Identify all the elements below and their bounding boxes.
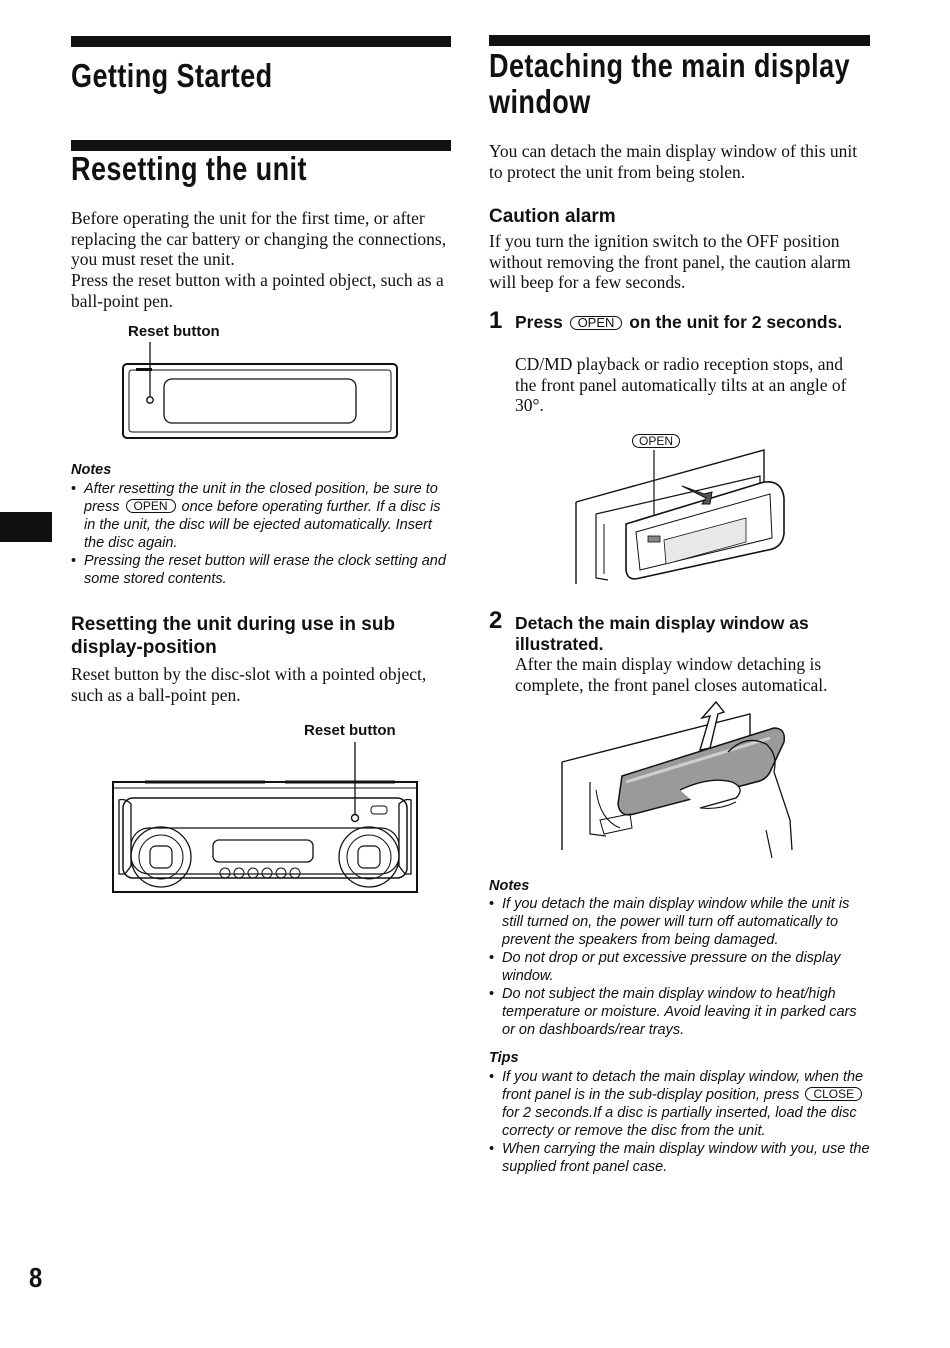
note-1-after: once before operating further. If a disc is in the unit, the disc will be ejected automatically. Insert the disc again.	[84, 499, 441, 551]
step-2-body: After the main display window detaching is complete, the front panel closes automatical.	[515, 654, 828, 695]
section-title: Getting Started	[71, 57, 273, 94]
page-number: 8	[29, 1262, 43, 1293]
section-rule-top	[71, 36, 451, 47]
reset-intro	[71, 208, 453, 312]
notes-list-right	[489, 895, 871, 1039]
sub-display-text: Reset button by the disc-slot with a pointed object, such as a ball-point pen.	[71, 664, 427, 705]
tips-list	[489, 1068, 871, 1176]
reset-button-label-2: Reset button	[304, 722, 396, 739]
notes-list-left	[71, 480, 453, 588]
note-item: • Do not subject the main display window to heat/high temperature or moisture. Avoid leaving it in parked cars or on dashboards/rear trays.	[489, 985, 871, 1039]
detach-window-figure	[560, 710, 810, 860]
panel-tilt-figure	[574, 446, 814, 586]
page-title-detach: Detaching the main display window	[489, 47, 851, 120]
unit-sub-display-figure	[105, 742, 425, 902]
caution-text: If you turn the ignition switch to the OFF position without removing the front panel, the caution alarm will beep for a few seconds.	[489, 231, 851, 293]
note-1-before: After resetting the unit in the closed position, be sure to press	[84, 481, 438, 515]
unit-front-figure	[120, 342, 410, 442]
note-item	[71, 480, 453, 552]
chapter-tab	[0, 512, 52, 542]
step-1-pre: Press	[515, 312, 563, 332]
step-1-post: on the unit for 2 seconds.	[629, 312, 843, 332]
tips-title: Tips	[489, 1050, 519, 1066]
open-key-icon: OPEN	[126, 499, 176, 513]
page-title-reset: Resetting the unit	[71, 150, 307, 187]
note-item: • If you detach the main display window while the unit is still turned on, the power will turn off automatically to prevent the speakers from being damaged.	[489, 895, 871, 949]
step-1-heading	[515, 312, 845, 333]
step-1-number: 1	[489, 307, 503, 334]
subheading-sub-display: Resetting the unit during use in sub display-position	[71, 614, 396, 658]
note-item: • Do not drop or put excessive pressure on the display window.	[489, 949, 871, 985]
open-key-icon: OPEN	[570, 316, 623, 330]
note-item: • Pressing the reset button will erase the clock setting and some stored contents.	[71, 552, 453, 588]
tip-item	[489, 1068, 871, 1140]
tip-item: • When carrying the main display window with you, use the supplied front panel case.	[489, 1140, 871, 1176]
notes-title-left: Notes	[71, 462, 112, 478]
detach-intro: You can detach the main display window of this unit to protect the unit from being stolen.	[489, 141, 858, 182]
step-2-number: 2	[489, 607, 503, 634]
step-1-body: CD/MD playback or radio reception stops, and the front panel automatically tilts at an angle of 30°.	[515, 354, 847, 416]
reset-button-label-1: Reset button	[128, 323, 220, 340]
title-rule-detach	[489, 35, 870, 46]
step-2-heading: Detach the main display window as illustrated.	[515, 613, 809, 654]
tip-1-before: If you want to detach the main display window, when the front panel is in the sub-display position, press	[502, 1069, 864, 1103]
tip-1-after: for 2 seconds.If a disc is partially inserted, load the disc correcty or remove the disc from the unit.	[502, 1105, 857, 1139]
open-key-label: OPEN	[632, 434, 680, 448]
reset-instruction: Press the reset button with a pointed object, such as a ball-point pen.	[71, 270, 444, 311]
close-key-icon: CLOSE	[805, 1087, 862, 1101]
reset-intro-text: Before operating the unit for the first time, or after replacing the car battery or changing the connections, you must reset the unit.	[71, 208, 447, 270]
caution-heading: Caution alarm	[489, 206, 616, 227]
notes-title-right: Notes	[489, 878, 530, 894]
